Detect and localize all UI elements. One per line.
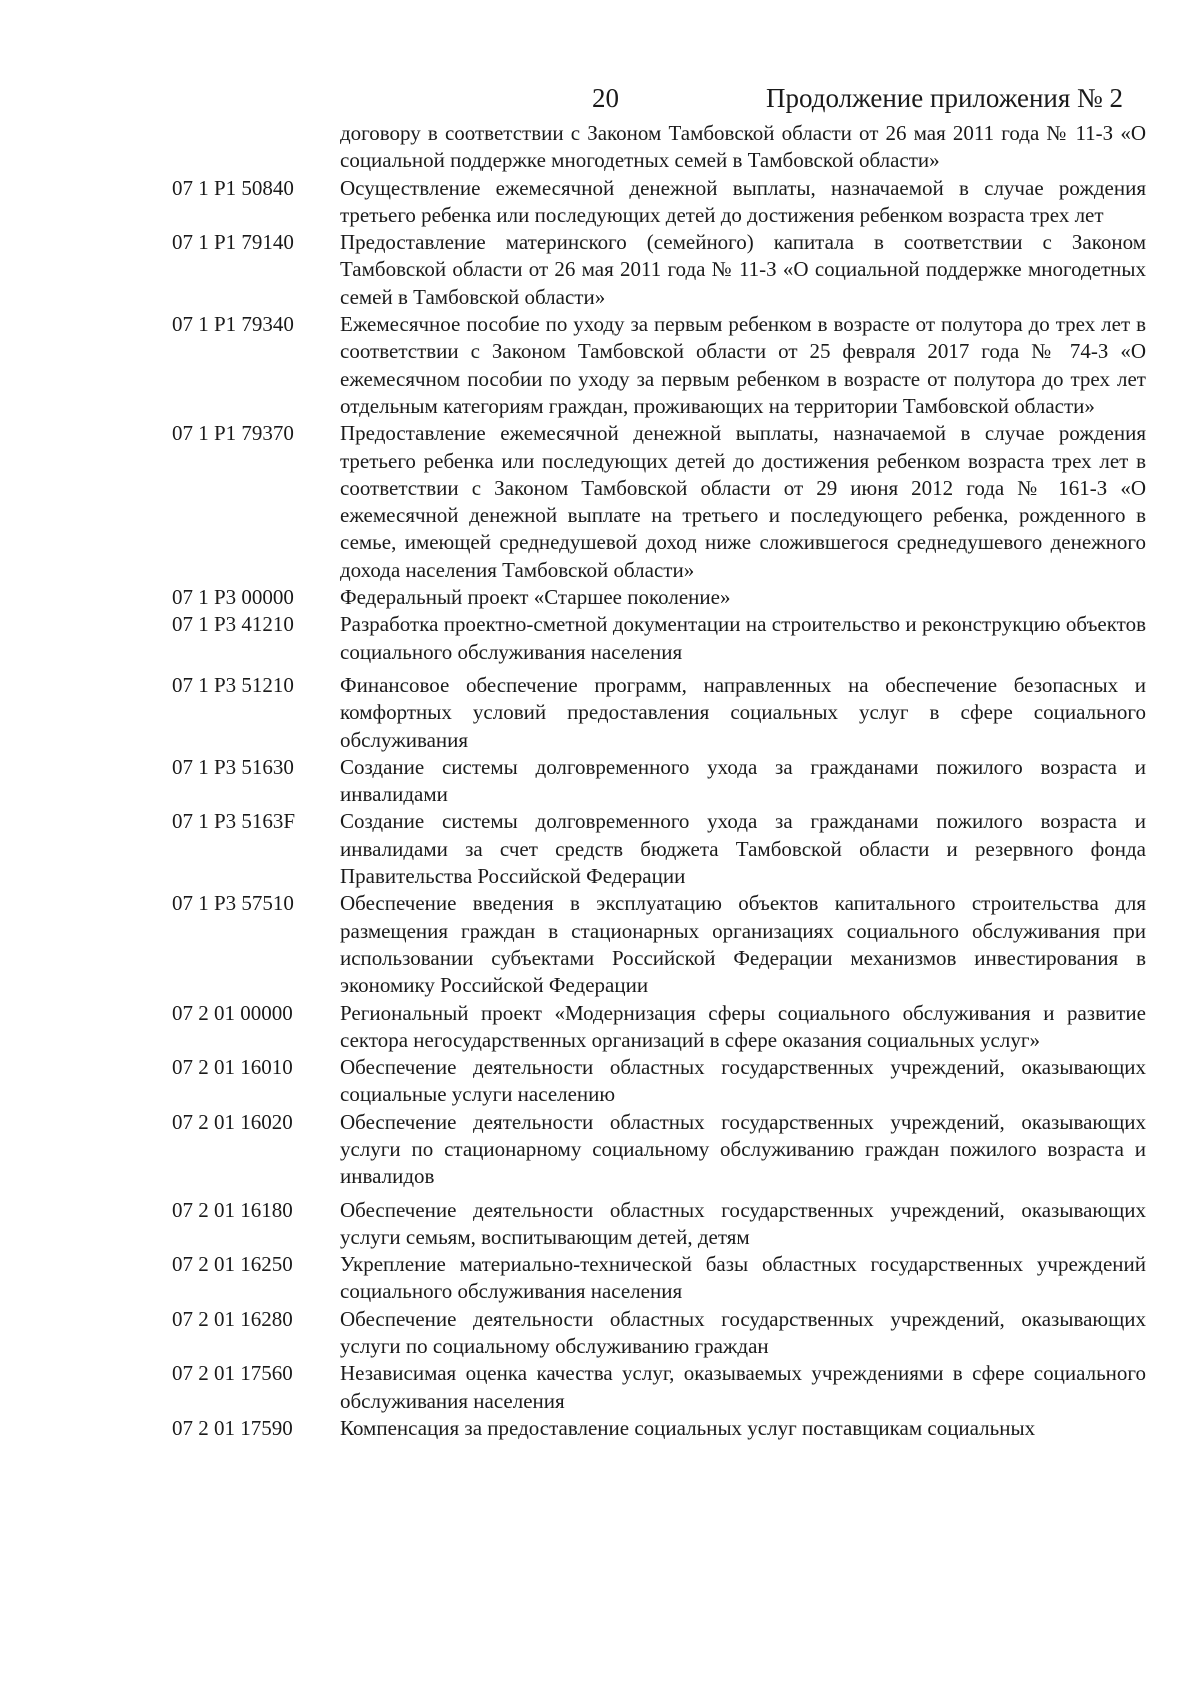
row-description: Обеспечение введения в эксплуатацию объектов капитального строительства для размещения граждан в стационарных организациях социального обслуживания при использовании субъектами Российской Федерации механизмов инвестирования в экономику Российской Федерации	[340, 891, 1146, 998]
table-row	[172, 420, 1146, 584]
row-description: Обеспечение деятельности областных государственных учреждений, оказывающих услуги семьям, воспитывающим детей, детям	[340, 1197, 1146, 1249]
appendix-continuation-title: Продолжение приложения № 2	[766, 83, 1124, 113]
budget-code: 07 1 P3 00000	[172, 585, 294, 610]
budget-code: 07 1 P3 51630	[172, 754, 294, 779]
table-row	[172, 754, 1146, 809]
table-row	[172, 1054, 1146, 1109]
budget-code: 07 1 P3 51210	[172, 672, 294, 697]
table-row	[172, 890, 1146, 999]
row-description: Региональный проект «Модернизация сферы социального обслуживания и развитие сектора негосударственных организаций в сфере оказания социальных услуг»	[340, 1000, 1146, 1052]
row-description: Обеспечение деятельности областных государственных учреждений, оказывающих услуги по стационарному социальному обслуживанию граждан пожилого возраста и инвалидов	[340, 1109, 1146, 1189]
budget-code: 07 1 P1 79140	[172, 230, 294, 255]
table-row	[172, 808, 1146, 890]
budget-code: 07 1 P3 57510	[172, 891, 294, 916]
budget-code: 07 2 01 16280	[172, 1306, 293, 1331]
table-row	[172, 1360, 1146, 1415]
budget-code: 07 1 P3 5163F	[172, 809, 296, 834]
budget-code: 07 1 P1 79340	[172, 312, 294, 337]
table-row	[172, 1415, 1146, 1442]
budget-code: 07 2 01 16250	[172, 1252, 293, 1277]
budget-code-table	[172, 120, 1146, 1442]
budget-code: 07 2 01 16010	[172, 1055, 293, 1080]
budget-code: 07 2 01 16020	[172, 1109, 293, 1134]
budget-code: 07 1 P1 79370	[172, 421, 294, 446]
row-description: Создание системы долговременного ухода за гражданами пожилого возраста и инвалидами	[340, 754, 1146, 807]
table-row	[172, 1306, 1146, 1361]
row-description: Обеспечение деятельности областных государственных учреждений, оказывающих услуги по социальному обслуживанию граждан	[340, 1306, 1146, 1359]
row-description: Финансовое обеспечение программ, направленных на обеспечение безопасных и комфортных условий предоставления социальных услуг в сфере социального обслуживания	[340, 672, 1146, 752]
row-description: Обеспечение деятельности областных государственных учреждений, оказывающих социальные услуги населению	[340, 1055, 1146, 1107]
row-description: Независимая оценка качества услуг, оказываемых учреждениями в сфере социального обслуживания населения	[340, 1361, 1146, 1413]
table-row	[172, 175, 1146, 230]
table-row	[172, 1197, 1146, 1252]
row-description: Разработка проектно-сметной документации на строительство и реконструкцию объектов социального обслуживания населения	[340, 612, 1146, 664]
table-row	[172, 229, 1146, 311]
budget-code: 07 2 01 17590	[172, 1415, 293, 1440]
continuation-text: договору в соответствии с Законом Тамбовской области от 26 мая 2011 года № 11-З «О социальной поддержке многодетных семей в Тамбовской области»	[340, 121, 1146, 173]
table-row	[172, 311, 1146, 420]
row-description: Создание системы долговременного ухода за гражданами пожилого возраста и инвалидами за счет средств бюджета Тамбовской области и резервного фонда Правительства Российской Федерации	[340, 809, 1146, 889]
page-header	[0, 80, 1200, 116]
row-description: Осуществление ежемесячной денежной выплаты, назначаемой в случае рождения третьего ребенка или последующих детей до достижения ребенком возраста трех лет	[340, 175, 1146, 227]
budget-code: 07 1 P3 41210	[172, 612, 294, 637]
table-row	[172, 1109, 1146, 1191]
budget-code: 07 1 P1 50840	[172, 175, 294, 200]
budget-code: 07 2 01 00000	[172, 1000, 293, 1025]
continuation-row	[172, 120, 1146, 175]
budget-code: 07 2 01 16180	[172, 1197, 293, 1222]
table-row	[172, 1000, 1146, 1055]
table-row	[172, 584, 1146, 611]
row-description: Ежемесячное пособие по уходу за первым ребенком в возрасте от полутора до трех лет в соответствии с Законом Тамбовской области от 25 февраля 2017 года № 74-З «О ежемесячном пособии по уходу за первым ребенком в возрасте от полутора до трех лет отдельным категориям граждан, проживающих на территории Тамбовской области»	[340, 312, 1146, 418]
row-description: Компенсация за предоставление социальных услуг поставщикам социальных	[340, 1415, 1036, 1440]
page-number: 20	[592, 83, 619, 113]
table-row	[172, 611, 1146, 666]
budget-code: 07 2 01 17560	[172, 1361, 293, 1386]
table-row	[172, 672, 1146, 754]
row-description: Федеральный проект «Старшее поколение»	[340, 585, 731, 610]
table-row	[172, 1251, 1146, 1306]
row-description: Предоставление ежемесячной денежной выплаты, назначаемой в случае рождения третьего ребенка или последующих детей до достижения ребенком возраста трех лет в соответствии с Законом Тамбовской области от 29 июня 2012 года № 161-З «О ежемесячной денежной выплате на третьего и последующего ребенка, рожденного в семье, имеющей среднедушевой доход ниже сложившегося среднедушевого денежного дохода населения Тамбовской области»	[340, 421, 1146, 582]
row-description: Предоставление материнского (семейного) капитала в соответствии с Законом Тамбовской области от 26 мая 2011 года № 11-З «О социальной поддержке многодетных семей в Тамбовской области»	[340, 230, 1146, 309]
row-description: Укрепление материально-технической базы областных государственных учреждений социального обслуживания населения	[340, 1252, 1146, 1304]
